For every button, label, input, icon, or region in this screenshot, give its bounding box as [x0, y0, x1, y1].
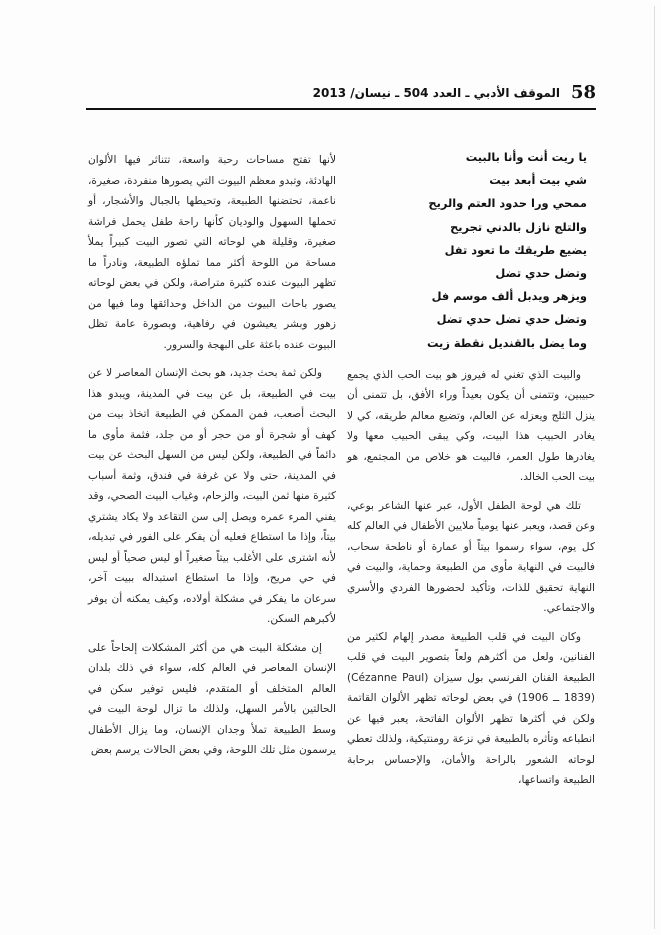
poem-line: شي بيت أبعد بيت — [489, 173, 587, 188]
paragraph: تلك هي لوحة الطفل الأول، عبر عنها الشاعر بوعي، وعن قصد، ويعبر عنها يومياً ملايين الأطفال في العالم كله كل يوم، سواء رسموا بيتاً أو عمارة أو ناطحة سحاب، فالبيت في النهاية مأوى من الطبيعة وحماية، والبيت في النهاية تحقيق للذات، وتأكيد لحضورها الفردي والأسري والاجتماعي. — [347, 499, 595, 615]
poem-line: يضيع طريقك ما تعود تفل — [444, 242, 587, 257]
running-head: الموقف الأدبي ـ العدد 504 ـ نيسان/ 2013 — [312, 86, 560, 100]
paragraph: ولكن ثمة بحث جديد، هو بحث الإنسان المعاصر لا عن بيت في الطبيعة، بل عن بيت في المدينة، ويبدو هذا البحث أصعب، فمن الممكن في الطبيعة اتخاذ بيت من كهف أو شجرة أو من حجر أو من جلد، فثمة مأوى ما دائماً في الطبيعة، ولكن ليس من السهل البحث عن بيت في المدينة، حتى ولا عن غرفة في فندق، وثمة أسباب كثيرة منها ثمن البيت، والزحام، وغياب البيت الصحي، وقد يفني المرء عمره ويصل إلى سن التقاعد ولا يكاد يشتري بيتاً، وإذا ما استطاع فعليه أن يفكر على الفور في تبديله، لأنه اشترى على الأغلب بيتاً صغيراً أو ليس صحياً أو ليس في حي مريح، وإذا ما استطاع استبداله ببيت آخر، سرعان ما يفكر في مشكلة أولاده، وكيف يمكنه أن يوفر لأكبرهم السكن. — [88, 367, 336, 625]
page-number: 58 — [570, 82, 596, 103]
paragraph: والبيت الذي تغني له فيروز هو بيت الحب الذي يجمع حبيبين، وتتمنى أن يكون بعيداً وراء الأفق، بل تتمنى أن ينزل الثلج ويعزله عن العالم، وتضيع معالم طريقه، كي لا يغادر الحبيب هذا البيت، وكي يبقى الحبيب معها ولا يغادرها طول العمر، فالبيت هو خلاص من المجتمع، هو بيت الحب الخالد. — [347, 368, 595, 484]
paragraph: وكان البيت في قلب الطبيعة مصدر إلهام لكثير من الفنانين، ولعل من أكثرهم ولعاً بتصوير البيت في قلب الطبيعة الفنان الفرنسي بول سيزان (Cézanne Paul) (1839 ــ 1906) في بعض لوحاته تظهر الألوان القاتمة ولكن في أكثرها تظهر الألوان الفاتحة، يعبر فيها عن انطباعه وتأثره بالطبيعة في نزعة رومنتيكية، ولذلك تعطي لوحاته الشعور بالراحة والأمان، والإحساس برحابة الطبيعة واتساعها، — [347, 630, 595, 787]
poem-line: والتلج نازل بالدني تجريح — [450, 219, 587, 234]
page-header — [86, 82, 596, 110]
page-edge — [651, 6, 655, 929]
poem-line: يا ريت أنت وأنا بالبيت — [465, 150, 587, 164]
right-column — [347, 146, 595, 799]
poem-line: وما يضل بالقنديل نقطة زيت — [426, 335, 587, 350]
left-column — [88, 150, 336, 769]
poem-block — [347, 146, 595, 355]
paragraph: إن مشكلة البيت هي من أكثر المشكلات إلحاحاً على الإنسان المعاصر في العالم كله، سواء في ذلك بلدان العالم المتخلف أو المتقدم، فليس توفير سكن في الحالتين بالأمر السهل، ولذلك ما تزال لوحة البيت في وسط الطبيعة تملأ وجدان الإنسان، وما يزال الأطفال يرسمون مثل تلك اللوحة، وفي بعض الحالات يرسم بعض — [88, 641, 336, 756]
poem-line: ممحي ورا حدود العتم والريح — [428, 196, 587, 211]
poem-line: وتضل حدي تضل حدي تضل — [436, 312, 587, 327]
header-divider — [86, 108, 596, 111]
paragraph: لأنها تفتح مساحات رحبة واسعة، تتناثر فيها الألوان الهادئة، وتبدو معظم البيوت التي يصورها منفردة، صغيرة، ناعمة، تحتضنها الطبيعة، وتحيطها بالجبال والأشجار، أو تحملها السهول والوديان كأنها راحة طفل يحمل فراشة صغيرة، وقليلة هي لوحاته التي تصور البيت كبيراً يملأ مساحة من اللوحة أكثر مما تملؤه الطبيعة، ونادراً ما تظهر البيوت عنده كثيرة متراصة، ولكن في بعض لوحاته يصور باحات البيوت من الداخل وحدائقها وما فيها من زهور وبشر يعيشون في رفاهية، وبصورة عامة تظل البيوت عنده باعثة على البهجة والسرور. — [88, 154, 336, 351]
poem-line: وتضل حدي تضل — [495, 266, 587, 281]
poem-line: ويزهر ويدبل ألف موسم فل — [431, 289, 587, 304]
